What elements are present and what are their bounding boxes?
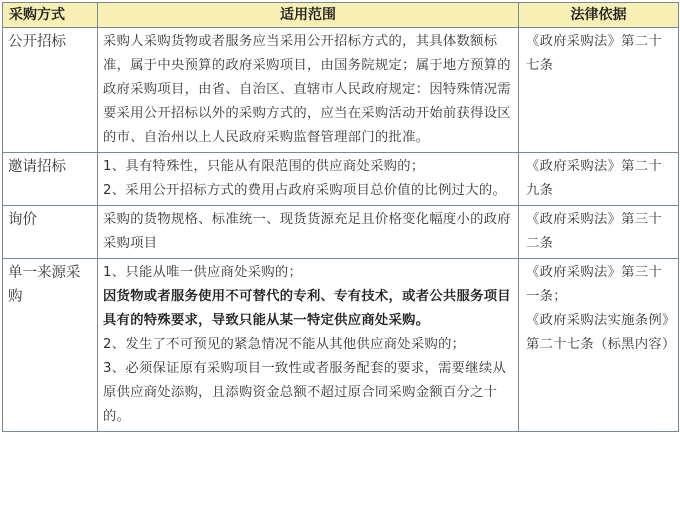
header-method: 采购方式: [3, 3, 98, 28]
law-cell: 《政府采购法》第三十二条: [519, 206, 679, 259]
method-cell: 单一来源采购: [3, 259, 98, 432]
law-cell: 《政府采购法》第二十七条: [519, 28, 679, 153]
scope-cell: [98, 153, 519, 206]
scope-item: 2、采用公开招标方式的费用占政府采购项目总价值的比例过大的。: [103, 183, 507, 198]
law-cell: [519, 259, 679, 432]
scope-item: 1、具有特殊性，只能从有限范围的供应商处采购的；: [103, 159, 425, 174]
procurement-methods-table: [2, 2, 679, 432]
method-cell: 询价: [3, 206, 98, 259]
method-cell: 公开招标: [3, 28, 98, 153]
scope-item: 3、必须保证原有采购项目一致性或者服务配套的要求，需要继续从原供应商处添购，且添购资金总额不超过原合同采购金额百分之十的。: [103, 361, 507, 424]
law-item: 《政府采购法》第三十一条；: [526, 265, 662, 304]
scope-cell: [98, 259, 519, 432]
table-row: [3, 259, 679, 432]
law-cell: 《政府采购法》第二十九条: [519, 153, 679, 206]
scope-item: 1、只能从唯一供应商处采购的；: [103, 265, 303, 280]
table-row: [3, 206, 679, 259]
scope-bold-item: 因货物或者服务使用不可替代的专利、专有技术，或者公共服务项目具有的特殊要求，导致只能从某一特定供应商处采购。: [103, 289, 511, 328]
law-item: 《政府采购法实施条例》第二十七条（标黑内容）: [526, 313, 676, 352]
header-law: 法律依据: [519, 3, 679, 28]
table-row: [3, 153, 679, 206]
scope-item: 2、发生了不可预见的紧急情况不能从其他供应商处采购的；: [103, 337, 466, 352]
table-row: [3, 28, 679, 153]
header-scope: 适用范围: [98, 3, 519, 28]
scope-cell: 采购人采购货物或者服务应当采用公开招标方式的，其具体数额标准，属于中央预算的政府采购项目，由国务院规定；属于地方预算的政府采购项目，由省、自治区、直辖市人民政府规定：因特殊情况需要采用公开招标以外的采购方式的，应当在采购活动开始前获得设区的市、自治州以上人民政府采购监督管理部门的批准。: [98, 28, 519, 153]
method-cell: 邀请招标: [3, 153, 98, 206]
scope-cell: 采购的货物规格、标准统一、现货货源充足且价格变化幅度小的政府采购项目: [98, 206, 519, 259]
header-row: [3, 3, 679, 28]
